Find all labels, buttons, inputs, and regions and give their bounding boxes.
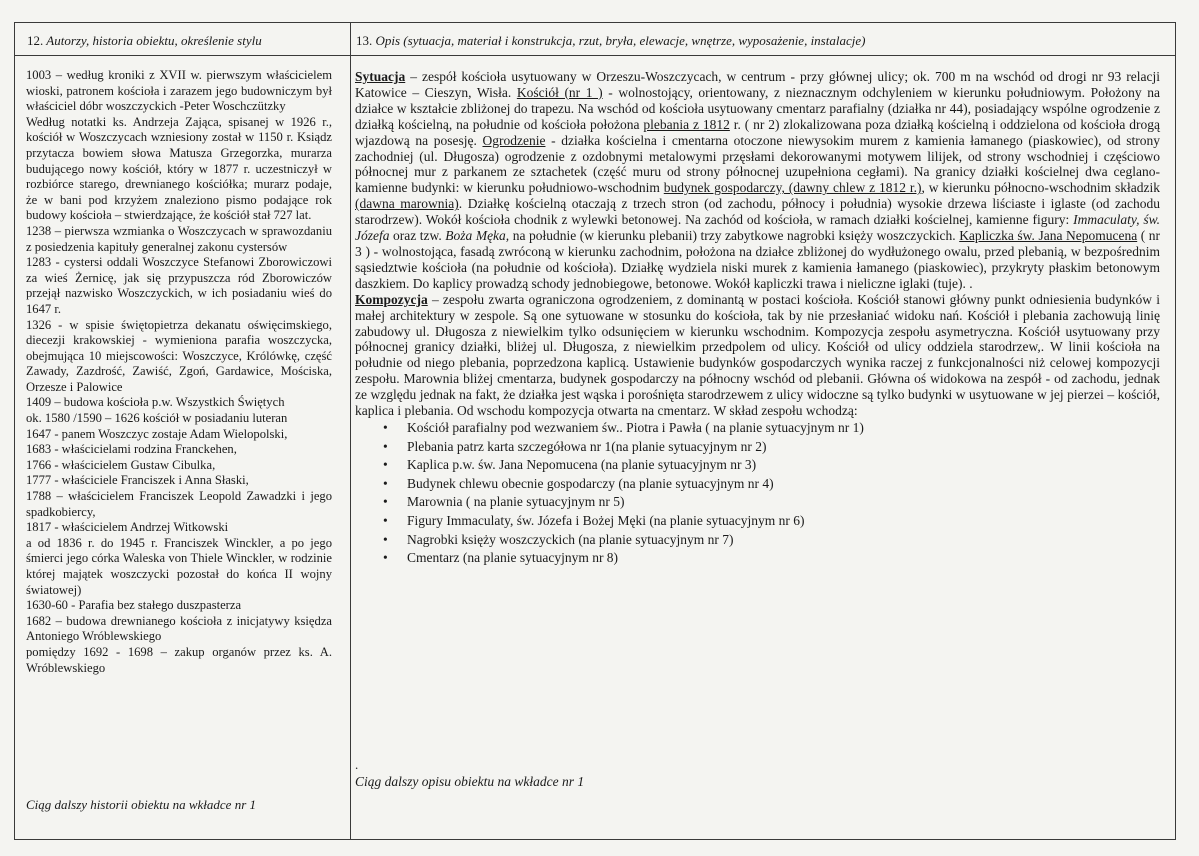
description-continuation-note: Ciąg dalszy opisu obiektu na wkładce nr 1	[355, 774, 585, 789]
list-item: • Plebania patrz karta szczegółowa nr 1(na planie sytuacyjnym nr 2)	[355, 438, 1160, 457]
history-entry: 1326 - w spisie świętopietrza dekanatu oświęcimskiego, diecezji krakowskiej - wymieniona parafia woszczycka, obejmująca 10 miejscowości: Woszczyce, Królówkę, część Zawady, Zazdrość, Zawiść, Zgoń, Gardawice, Mościska, Orzesze i Palowice	[26, 317, 332, 394]
list-item: • Cmentarz (na planie sytuacyjnym nr 8)	[355, 549, 1160, 568]
right-column-heading	[356, 33, 865, 49]
complex-items-list	[355, 419, 1160, 568]
situation-paragraph: Sytuacja – zespół kościoła usytuowany w Orzeszu-Woszczycach, w centrum - przy głównej ulicy; ok. 700 m na wschód od drogi nr 93 relacji Katowice – Cieszyn, Wisła. Kościół (nr 1 ) - wolnostojący, orientowany, z nieznacznym odchyleniem w kierunku południowym. Położony na działce w kształcie zbliżonej do trapezu. Na wschód od kościoła usytuowany cmentarz parafialny (działka nr 44), posiadający wspólne ogrodzenie z działką kościelną, na południe od kościoła położona plebania z 1812 r. ( nr 2) zlokalizowana poza działką kościelną i oddzielona od kościoła drogą wjazdową na posesję. Ogrodzenie - działka kościelna i cmentarna otoczone niewysokim murem z kamienia łamanego (piaskowiec), od strony zachodniej (ul. Długosza) ogrodzenie z ozdobnymi metalowymi przęsłami dekorowanymi motywem lilijek, od strony wschodniej i częściowo północnej mur z parkanem ze sztachetek (część muru od strony północnej uzupełniona cegłami). Na granicy działki kościelnej dwa ceglano-kamienne budynki: w kierunku południowo-wschodnim budynek gospodarczy, (dawny chlew z 1812 r.), w kierunku północno-wschodnim składzik (dawna marownia). Działkę kościelną otaczają z trzech stron (od zachodu, północy i południa) wysokie drzewa liściaste i iglaste (od zachodu starodrzew). Wokół kościoła chodnik z wylewki betonowej. Na zachód od kościoła, w ramach działki kościelnej, kamienne figury: Immaculaty, św. Józefa oraz tzw. Boża Męka, na południe (w kierunku plebanii) trzy zabytkowe nagrobki księży woszczyckich. Kapliczka św. Jana Nepomucena ( nr 3 ) - wolnostojąca, fasadą zwróconą w kierunku zachodnim, położona na działce zbliżonej do wydłużonego owalu, przed plebanią, w bezpośrednim sąsiedztwie kościoła (na południe od kościoła). Działkę wydziela niski murek z kamienia łamanego (piaskowiec), przykryty płaskim betonowym daszkiem. Do kaplicy prowadzą schody jednobiegowe, betonowe. Wokół kapliczki trawa i nieliczne iglaki (tuje). .	[355, 69, 1161, 291]
farm-building-ref: budynek gospodarczy, (dawny chlew z 1812 r.)	[663, 180, 922, 196]
history-entry: 1647 - panem Woszczyc zostaje Adam Wielopolski,	[26, 426, 288, 441]
right-heading-title: Opis (sytuacja, materiał i konstrukcja, rzut, bryła, elewacje, wnętrze, wyposażenie, instalacje)	[375, 33, 866, 48]
composition-label: Kompozycja	[355, 291, 428, 307]
history-entry: 1238 – pierwsza wzmianka o Woszczycach w sprawozdaniu z posiedzenia kapituły generalnej zakonu cystersów	[26, 223, 332, 254]
bullet-icon: •	[383, 512, 388, 528]
history-entry: 1766 - właścicielem Gustaw Cibulka,	[26, 457, 216, 472]
history-entry: 1777 - właściciele Franciszek i Anna Słaski,	[26, 473, 249, 488]
chapel-ref: Kapliczka św. Jana Nepomucena	[959, 228, 1138, 244]
right-heading-number: 13.	[356, 33, 373, 48]
stray-dot: .	[355, 757, 359, 772]
list-item: • Kaplica p.w. św. Jana Nepomucena (na planie sytuacyjnym nr 3)	[355, 456, 1160, 475]
composition-paragraph: Kompozycja – zespołu zwarta ograniczona ogrodzeniem, z dominantą w postaci kościoła. Kościół stanowi główny punkt odniesienia budynków i małej architektury w zespole. Są one sytuowane w stosunku do kościoła, tak by nie przesłaniać widoku nań. Kościół i plebania zachowują linię zabudowy ul. Długosza z niewielkim tylko odsunięciem w kierunku wschodnim. Kompozycja zespołu asymetryczna. Kościół usytuowany przy północnej granicy działki, bliżej ul. Długosza, z niewielkim przedpolem od ulicy. Kościół od ulicy oddziela starodrzew,. W linii kościoła na południe od niego plebania, poprzedzona kaplicą. Ustawienie budynków gospodarczych wynika raczej z funkcjonalności niż celowej kompozycji zespołu. Marownia bliżej cmentarza, budynek gospodarczy na północny wschód od plebanii. Główna oś widokowa na zespół - od zachodu, jednak ze względu jednak na fakt, że działka jest wąska i porośnięta starodrzewem z ulicy widoczne są tylko budynki w usytuowane w jej pierzei – kościół, kaplica i plebania. Od wschodu kompozycja otwarta na cmentarz. W skład zespołu wchodzą:	[355, 291, 1160, 419]
history-entry: 1283 - cystersi oddali Woszczyce Stefanowi Zborowiczowi za wieś Żernicę, jak się przypuszcza ród Zborowiczów przejął nazwisko Woszczyckich, w ich posiadaniu wieś do 1647 r.	[26, 255, 332, 316]
history-entry: 1003 – według kroniki z XVII w. pierwszym właścicielem wioski, patronem kościoła i zarazem jego budowniczym był właściciel dóbr woszczyckich -Peter Woschczützky	[26, 68, 332, 114]
description-column	[355, 69, 1160, 568]
bullet-icon: •	[383, 438, 388, 454]
bullet-icon: •	[383, 531, 388, 547]
list-item: • Budynek chlewu obecnie gospodarczy (na planie sytuacyjnym nr 4)	[355, 475, 1160, 494]
history-entry: 1788 – właścicielem Franciszek Leopold Zawadzki i jego spadkobiercy,	[26, 489, 332, 519]
column-divider	[350, 23, 351, 839]
history-entry: 1409 – budowa kościoła p.w. Wszystkich Świętych	[26, 395, 285, 410]
list-item: • Nagrobki księży woszczyckich (na planie sytuacyjnym nr 7)	[355, 531, 1160, 550]
left-heading-number: 12.	[27, 33, 44, 48]
bullet-icon: •	[383, 550, 388, 566]
bullet-icon: •	[383, 494, 388, 510]
figures-ref: Immaculaty, św. Józefa	[355, 212, 1160, 244]
left-column-heading	[27, 33, 262, 49]
passion-ref: Boża Męka,	[445, 228, 510, 244]
header-rule	[15, 55, 1175, 56]
history-entry: 1683 - właścicielami rodzina Franckehen,	[26, 442, 237, 457]
bullet-icon: •	[383, 457, 388, 473]
history-entry: 1682 – budowa drewnianego kościoła z inicjatywy księdza Antoniego Wróblewskiego	[26, 613, 332, 644]
list-item: • Kościół parafialny pod wezwaniem św.. Piotra i Pawła ( na planie sytuacyjnym nr 1)	[355, 419, 1160, 438]
history-entry: a od 1836 r. do 1945 r. Franciszek Winckler, a po jego śmierci jego córka Waleska von Thiele Winckler, w rodzinie której majątek woszczycki pozostał do końca II wojny światowej)	[26, 535, 332, 597]
history-entry: ok. 1580 /1590 – 1626 kościół w posiadaniu luteran	[26, 411, 288, 426]
left-heading-title: Autorzy, historia obiektu, określenie stylu	[46, 33, 262, 48]
marownia-ref: (dawna marownia)	[355, 196, 459, 212]
rectory-ref: plebania z 1812	[643, 116, 730, 132]
situation-label: Sytuacja	[355, 69, 406, 84]
bullet-icon: •	[383, 475, 388, 491]
church-ref: Kościół (nr 1 )	[516, 84, 603, 100]
history-continuation-note: Ciąg dalszy historii obiektu na wkładce nr 1	[26, 797, 257, 812]
history-entry: 1630-60 - Parafia bez stałego duszpasterza	[26, 598, 242, 613]
fence-ref: Ogrodzenie	[482, 132, 546, 148]
list-item: • Figury Immaculaty, św. Józefa i Bożej Męki (na planie sytuacyjnym nr 6)	[355, 512, 1160, 531]
history-entry: 1817 - właścicielem Andrzej Witkowski	[26, 520, 229, 535]
history-entry: pomiędzy 1692 - 1698 – zakup organów przez ks. A. Wróblewskiego	[26, 644, 332, 675]
history-entry: Według notatki ks. Andrzeja Zająca, spisanej w 1926 r., kościół w Woszczycach wzniesiony został w 1150 r. Ksiądz przytacza bowiem słowa Matusza Grzegorzka, murarza budującego nowy kościół, który w 1877 r. uczestniczył w rozbiórce starego, drewnianego kościółka; murarz podaje, że w bani pod krzyżem znaleziono pismo podające rok budowy kościoła – stwierdzające, że kościół stał 727 lat.	[26, 114, 332, 223]
history-column	[26, 68, 332, 676]
list-item: • Marownia ( na planie sytuacyjnym nr 5)	[355, 493, 1160, 512]
bullet-icon: •	[383, 419, 388, 435]
